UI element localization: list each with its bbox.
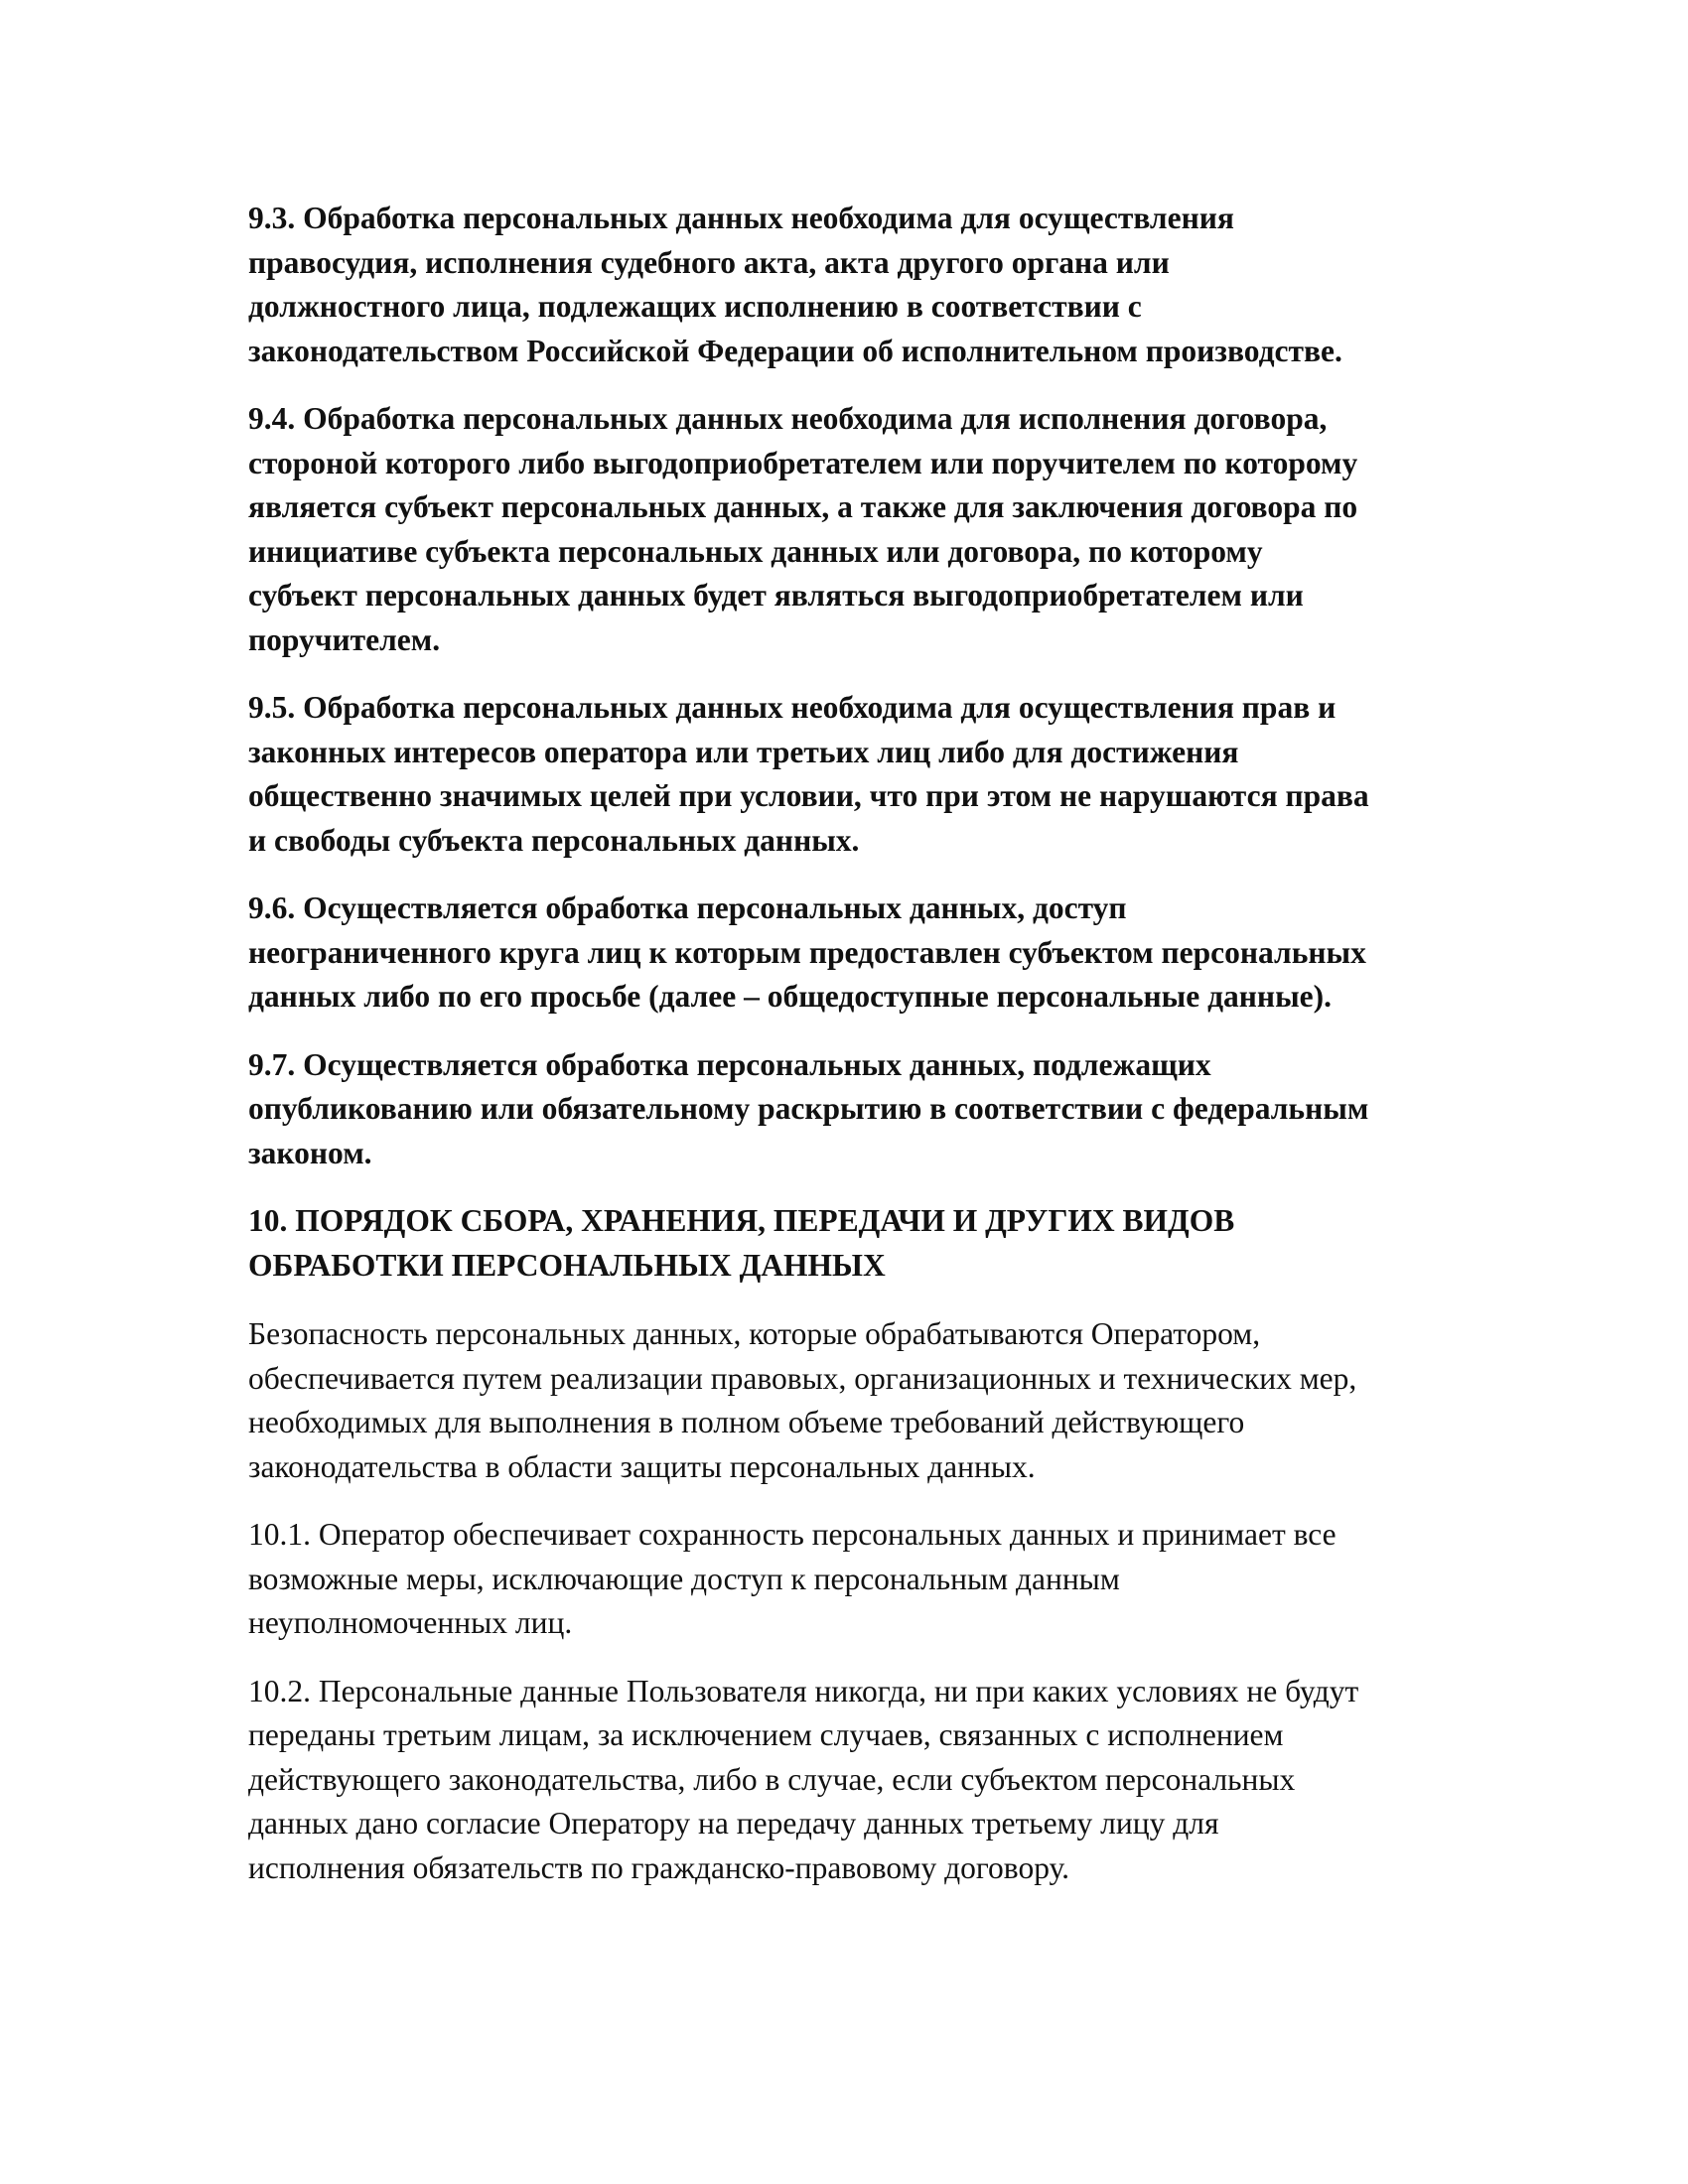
text-line: является субъект персональных данных, а также для заключения договора по <box>248 489 1358 524</box>
text-line: законодательством Российской Федерации об исполнительном производстве. <box>248 333 1342 368</box>
paragraph-9-7 <box>248 1043 1440 1176</box>
text-line: необходимых для выполнения в полном объеме требований действующего <box>248 1405 1245 1439</box>
paragraph-10-2 <box>248 1670 1440 1891</box>
text-line: 10.2. Персональные данные Пользователя никогда, ни при каких условиях не будут <box>248 1673 1359 1708</box>
text-line: 9.3. Обработка персональных данных необходима для осуществления <box>248 201 1234 235</box>
text-line: действующего законодательства, либо в случае, если субъектом персональных <box>248 1761 1296 1797</box>
text-line: возможные меры, исключающие доступ к персональным данным <box>248 1561 1120 1596</box>
text-line: неограниченного круга лиц к которым предоставлен субъектом персональных <box>248 934 1366 970</box>
text-line: 9.5. Обработка персональных данных необходима для осуществления прав и <box>248 690 1336 725</box>
text-line: законодательства в области защиты персональных данных. <box>248 1448 1036 1484</box>
text-line: данных дано согласие Оператору на передачу данных третьему лицу для <box>248 1806 1219 1841</box>
text-line: субъект персональных данных будет являться выгодоприобретателем или <box>248 578 1304 613</box>
text-line: 9.6. Осуществляется обработка персональных данных, доступ <box>248 890 1127 925</box>
text-line: Безопасность персональных данных, которые обрабатываются Оператором, <box>248 1316 1261 1351</box>
text-line: данных либо по его просьбе (далее – общедоступные персональные данные). <box>248 979 1333 1014</box>
text-line: инициативе субъекта персональных данных или договора, по которому <box>248 533 1263 569</box>
paragraph-9-6 <box>248 887 1440 1020</box>
document-body <box>248 197 1440 1890</box>
text-line: законных интересов оператора или третьих лиц либо для достижения <box>248 734 1239 769</box>
text-line: исполнения обязательств по гражданско-правовому договору. <box>248 1849 1070 1885</box>
text-line: законом. <box>248 1135 372 1170</box>
text-line: обеспечивается путем реализации правовых, организационных и технических мер, <box>248 1360 1357 1396</box>
text-line: 9.7. Осуществляется обработка персональных данных, подлежащих <box>248 1046 1211 1082</box>
section-10-heading <box>248 1199 1440 1288</box>
paragraph-10-1 <box>248 1513 1440 1646</box>
paragraph-9-3 <box>248 197 1440 373</box>
text-line: 10.1. Оператор обеспечивает сохранность персональных данных и принимает все <box>248 1517 1336 1552</box>
text-line: общественно значимых целей при условии, что при этом не нарушаются права <box>248 778 1369 813</box>
text-line: поручителем. <box>248 621 441 657</box>
text-line: и свободы субъекта персональных данных. <box>248 822 860 858</box>
text-line: опубликованию или обязательному раскрытию в соответствии с федеральным <box>248 1091 1369 1126</box>
heading-line: 10. ПОРЯДОК СБОРА, ХРАНЕНИЯ, ПЕРЕДАЧИ И ДРУГИХ ВИДОВ <box>248 1203 1235 1238</box>
paragraph-9-4 <box>248 397 1440 662</box>
heading-line: ОБРАБОТКИ ПЕРСОНАЛЬНЫХ ДАННЫХ <box>248 1247 886 1283</box>
text-line: 9.4. Обработка персональных данных необходима для исполнения договора, <box>248 401 1328 436</box>
text-line: неуполномоченных лиц. <box>248 1605 573 1640</box>
text-line: должностного лица, подлежащих исполнению в соответствии с <box>248 289 1142 324</box>
text-line: стороной которого либо выгодоприобретателем или поручителем по которому <box>248 445 1358 480</box>
paragraph-9-5 <box>248 686 1440 863</box>
text-line: переданы третьим лицам, за исключением случаев, связанных с исполнением <box>248 1717 1284 1752</box>
paragraph-security-intro <box>248 1312 1440 1489</box>
text-line: правосудия, исполнения судебного акта, акта другого органа или <box>248 244 1170 280</box>
